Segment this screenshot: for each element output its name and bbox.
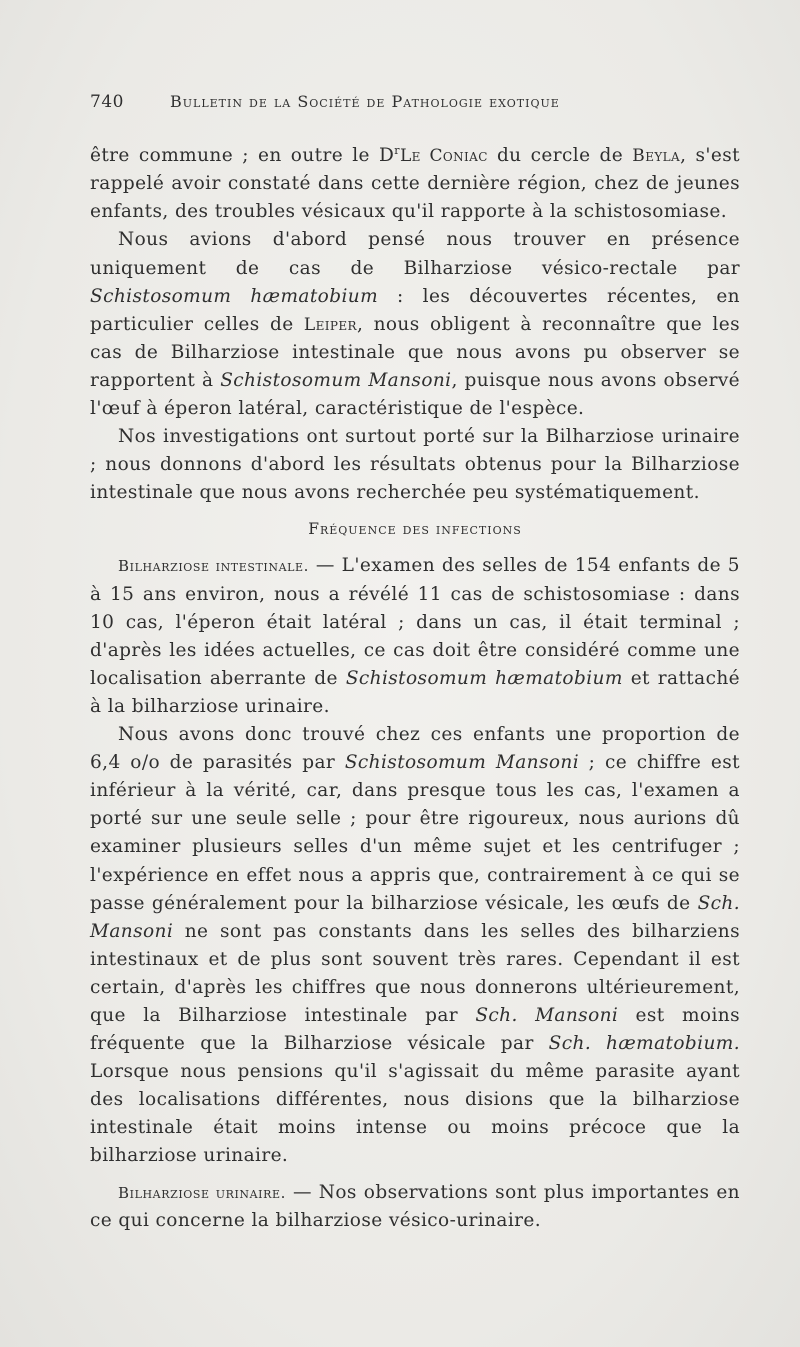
- text-run: , puisque nous avons observé l'œuf à éperon latéral, caractéristique de l'espèce.: [90, 369, 741, 419]
- paragraph-4: [90, 552, 740, 721]
- running-title: Bulletin de la Société de Pathologie exotique: [170, 92, 560, 111]
- species-name: Sch. hæmatobium.: [548, 1033, 741, 1055]
- place-name: Beyla: [632, 146, 681, 167]
- superscript: r: [394, 144, 400, 157]
- spacer: [90, 1171, 740, 1179]
- paragraph-2: [90, 226, 740, 423]
- text-run: est moins fréquente que la Bilharziose vésicale par: [90, 1004, 740, 1055]
- text-run: ; ce chiffre est inférieur à la vérité, car, dans presque tous les cas, l'examen a porté sur une seule selle ; pour être rigoureux, nous aurions dû examiner plusieurs selles d'un même sujet et les centrifuger ; l'expérience en effet nous a appris que, contrairement à ce qui se passe généralement pour la bilharziose vésicale, les œufs de: [90, 752, 740, 914]
- species-name: Sch. Mansoni: [475, 1004, 619, 1026]
- paragraph-3: Nos investigations ont surtout porté sur la Bilharziose urinaire ; nous donnons d'abord les résultats obtenus pour la Bilharziose intestinale que nous avons recherchée peu systématiquement.: [90, 426, 740, 504]
- text-run: , s'est rappelé avoir constaté dans cette dernière région, chez de jeunes enfants, des troubles vésicaux qu'il rapporte à la schistosomiase.: [90, 145, 740, 223]
- species-name: Schistosomum Mansoni: [220, 369, 452, 391]
- species-name: Schistosomum hæmatobium: [345, 667, 623, 689]
- run-in-heading: Bilharziose intestinale.: [118, 557, 310, 576]
- page-number: 740: [90, 92, 124, 112]
- text-run: du cercle de: [487, 145, 633, 167]
- paragraph-5: [90, 721, 740, 1171]
- author-name: Leiper: [303, 314, 357, 335]
- species-name: Schistosomum Mansoni: [344, 752, 580, 774]
- text-run: Lorsque nous pensions qu'il s'agissait du même parasite ayant des localisations différentes, nous disions que la bilharziose intestinale était moins intense ou moins précoce que la bilharziose urinaire.: [90, 1061, 740, 1167]
- paragraph-1: [90, 137, 740, 226]
- run-in-heading: Bilharziose urinaire.: [118, 1183, 286, 1202]
- text-run: , nous obligent à reconnaître que les cas de Bilharziose intestinale que nous avons pu observer se rapportent à: [90, 313, 740, 391]
- text-run: Nous avons donc trouvé chez ces enfants une proportion de 6,4 o/o de parasités par: [90, 724, 740, 774]
- running-header: [90, 92, 740, 112]
- text-run: : les découvertes récentes, en particulier celles de: [90, 285, 740, 335]
- species-name: Sch. Mansoni: [90, 892, 740, 942]
- section-heading: Fréquence des infections: [308, 520, 522, 539]
- text-run: et rattaché à la bilharziose urinaire.: [90, 667, 740, 717]
- text-run: être commune ; en outre le D: [90, 145, 395, 167]
- article-body: [90, 137, 740, 1235]
- author-name: Le Coniac: [399, 146, 488, 167]
- text-run: — Nos observations sont plus importantes en ce qui concerne la bilharziose vésico-urinaire.: [90, 1181, 740, 1231]
- text-run: — L'examen des selles de 154 enfants de 5 à 15 ans environ, nous a révélé 11 cas de schistosomiase : dans 10 cas, l'éperon était latéral ; dans un cas, il était terminal ; d'après les idées actuelles, ce cas doit être considéré comme une localisation aberrante de: [90, 555, 740, 689]
- text-run: ne sont pas constants dans les selles des bilharziens intestinaux et de plus sont souvent très rares. Cependant il est certain, d'après les chiffres que nous donnerons ultérieurement, que la Bilharziose intestinale par: [90, 920, 740, 1026]
- species-name: Schistosomum hæmatobium: [90, 285, 379, 307]
- text-run: Nous avions d'abord pensé nous trouver en présence uniquement de cas de Bilharziose vésico-rectale par: [90, 229, 740, 279]
- paragraph-6: [90, 1179, 740, 1235]
